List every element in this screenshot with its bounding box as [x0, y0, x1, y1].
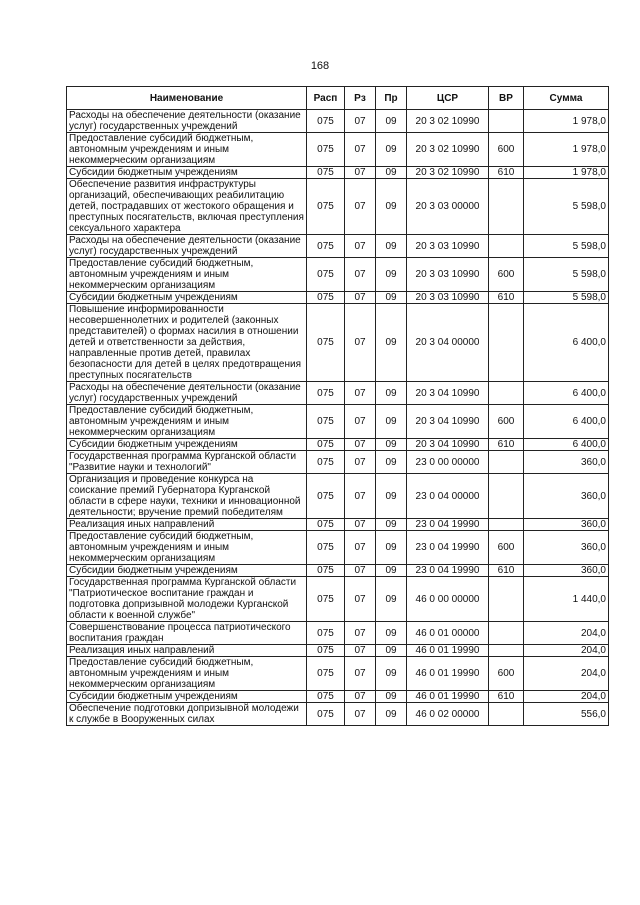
header-csr: ЦСР — [407, 87, 489, 110]
table-row — [67, 519, 609, 531]
cell-rasp: 075 — [307, 577, 345, 622]
cell-name: Совершенствование процесса патриотического воспитания граждан — [67, 622, 307, 645]
cell-rasp: 075 — [307, 519, 345, 531]
cell-pr: 09 — [376, 167, 407, 179]
cell-pr: 09 — [376, 133, 407, 167]
cell-sum: 204,0 — [524, 691, 609, 703]
cell-pr: 09 — [376, 110, 407, 133]
table-row — [67, 451, 609, 474]
cell-vr — [489, 474, 524, 519]
cell-csr: 20 3 04 10990 — [407, 405, 489, 439]
budget-table — [66, 86, 609, 726]
table-row — [67, 645, 609, 657]
cell-rasp: 075 — [307, 703, 345, 726]
cell-pr: 09 — [376, 519, 407, 531]
cell-pr: 09 — [376, 304, 407, 382]
cell-rz: 07 — [345, 258, 376, 292]
header-pr: Пр — [376, 87, 407, 110]
cell-vr: 600 — [489, 657, 524, 691]
cell-csr: 23 0 00 00000 — [407, 451, 489, 474]
cell-pr: 09 — [376, 258, 407, 292]
cell-name: Субсидии бюджетным учреждениям — [67, 292, 307, 304]
cell-sum: 5 598,0 — [524, 179, 609, 235]
cell-name: Реализация иных направлений — [67, 519, 307, 531]
cell-rasp: 075 — [307, 110, 345, 133]
cell-vr — [489, 645, 524, 657]
cell-vr — [489, 382, 524, 405]
header-vr: ВР — [489, 87, 524, 110]
table-row — [67, 565, 609, 577]
cell-rasp: 075 — [307, 691, 345, 703]
cell-csr: 20 3 04 10990 — [407, 382, 489, 405]
cell-rasp: 075 — [307, 657, 345, 691]
cell-rasp: 075 — [307, 382, 345, 405]
cell-csr: 46 0 02 00000 — [407, 703, 489, 726]
cell-csr: 46 0 01 19990 — [407, 657, 489, 691]
cell-name: Расходы на обеспечение деятельности (оказание услуг) государственных учреждений — [67, 382, 307, 405]
cell-name: Расходы на обеспечение деятельности (оказание услуг) государственных учреждений — [67, 235, 307, 258]
cell-pr: 09 — [376, 577, 407, 622]
cell-pr: 09 — [376, 531, 407, 565]
table-row — [67, 179, 609, 235]
cell-rz: 07 — [345, 577, 376, 622]
cell-rz: 07 — [345, 474, 376, 519]
table-header-row — [67, 87, 609, 110]
cell-rasp: 075 — [307, 622, 345, 645]
cell-rasp: 075 — [307, 439, 345, 451]
cell-csr: 20 3 02 10990 — [407, 133, 489, 167]
cell-name: Предоставление субсидий бюджетным, автономным учреждениям и иным некоммерческим организациям — [67, 258, 307, 292]
table-row — [67, 474, 609, 519]
cell-sum: 5 598,0 — [524, 258, 609, 292]
cell-vr — [489, 622, 524, 645]
cell-name: Предоставление субсидий бюджетным, автономным учреждениям и иным некоммерческим организациям — [67, 531, 307, 565]
cell-vr — [489, 519, 524, 531]
cell-csr: 23 0 04 19990 — [407, 531, 489, 565]
cell-rasp: 075 — [307, 304, 345, 382]
cell-name: Субсидии бюджетным учреждениям — [67, 167, 307, 179]
cell-pr: 09 — [376, 382, 407, 405]
cell-name: Реализация иных направлений — [67, 645, 307, 657]
cell-rz: 07 — [345, 304, 376, 382]
cell-rz: 07 — [345, 382, 376, 405]
cell-rasp: 075 — [307, 565, 345, 577]
cell-pr: 09 — [376, 622, 407, 645]
cell-name: Субсидии бюджетным учреждениям — [67, 565, 307, 577]
cell-name: Субсидии бюджетным учреждениям — [67, 439, 307, 451]
cell-rz: 07 — [345, 622, 376, 645]
cell-csr: 20 3 03 10990 — [407, 235, 489, 258]
cell-csr: 20 3 02 10990 — [407, 167, 489, 179]
table-row — [67, 382, 609, 405]
cell-rasp: 075 — [307, 474, 345, 519]
table-row — [67, 577, 609, 622]
cell-rz: 07 — [345, 703, 376, 726]
cell-rz: 07 — [345, 167, 376, 179]
cell-sum: 556,0 — [524, 703, 609, 726]
table-row — [67, 292, 609, 304]
cell-pr: 09 — [376, 405, 407, 439]
cell-name: Обеспечение подготовки допризывной молодежи к службе в Вооруженных силах — [67, 703, 307, 726]
cell-csr: 23 0 04 19990 — [407, 519, 489, 531]
cell-rasp: 075 — [307, 405, 345, 439]
cell-name: Расходы на обеспечение деятельности (оказание услуг) государственных учреждений — [67, 110, 307, 133]
cell-pr: 09 — [376, 657, 407, 691]
table-row — [67, 531, 609, 565]
cell-rasp: 075 — [307, 292, 345, 304]
cell-pr: 09 — [376, 451, 407, 474]
cell-csr: 46 0 01 19990 — [407, 645, 489, 657]
cell-sum: 1 978,0 — [524, 167, 609, 179]
cell-vr: 600 — [489, 405, 524, 439]
cell-rz: 07 — [345, 292, 376, 304]
cell-rz: 07 — [345, 235, 376, 258]
cell-sum: 204,0 — [524, 657, 609, 691]
cell-csr: 20 3 02 10990 — [407, 110, 489, 133]
cell-rz: 07 — [345, 179, 376, 235]
cell-name: Предоставление субсидий бюджетным, автономным учреждениям и иным некоммерческим организациям — [67, 657, 307, 691]
table-row — [67, 657, 609, 691]
table-row — [67, 405, 609, 439]
cell-rz: 07 — [345, 565, 376, 577]
cell-pr: 09 — [376, 292, 407, 304]
cell-rasp: 075 — [307, 258, 345, 292]
cell-rz: 07 — [345, 691, 376, 703]
cell-rasp: 075 — [307, 235, 345, 258]
cell-vr: 610 — [489, 167, 524, 179]
cell-csr: 46 0 01 00000 — [407, 622, 489, 645]
cell-csr: 20 3 03 10990 — [407, 258, 489, 292]
cell-name: Повышение информированности несовершеннолетних и родителей (законных представителей) о формах насилия в отношении детей и ответственности за действия, направленные против детей, правилах безопасности для детей в целях предотвращения преступных посягательств — [67, 304, 307, 382]
cell-vr — [489, 179, 524, 235]
cell-sum: 6 400,0 — [524, 304, 609, 382]
page-number: 168 — [310, 60, 330, 72]
table-row — [67, 691, 609, 703]
cell-pr: 09 — [376, 565, 407, 577]
cell-pr: 09 — [376, 703, 407, 726]
cell-sum: 5 598,0 — [524, 292, 609, 304]
cell-sum: 360,0 — [524, 519, 609, 531]
cell-csr: 23 0 04 19990 — [407, 565, 489, 577]
header-rasp: Расп — [307, 87, 345, 110]
cell-csr: 46 0 00 00000 — [407, 577, 489, 622]
cell-rz: 07 — [345, 439, 376, 451]
cell-sum: 1 978,0 — [524, 133, 609, 167]
cell-sum: 6 400,0 — [524, 405, 609, 439]
cell-name: Субсидии бюджетным учреждениям — [67, 691, 307, 703]
cell-rz: 07 — [345, 645, 376, 657]
cell-name: Обеспечение развития инфраструктуры организаций, обеспечивающих реабилитацию детей, пострадавших от жестокого обращения и преступных посягательств, включая преступления сексуального характера — [67, 179, 307, 235]
cell-csr: 20 3 03 00000 — [407, 179, 489, 235]
cell-vr — [489, 451, 524, 474]
cell-vr: 610 — [489, 292, 524, 304]
cell-name: Предоставление субсидий бюджетным, автономным учреждениям и иным некоммерческим организациям — [67, 405, 307, 439]
table-row — [67, 235, 609, 258]
cell-sum: 360,0 — [524, 565, 609, 577]
table-row — [67, 622, 609, 645]
cell-vr — [489, 110, 524, 133]
table-row — [67, 703, 609, 726]
cell-name: Государственная программа Курганской области "Патриотическое воспитание граждан и подготовка допризывной молодежи Курганской области к военной службе" — [67, 577, 307, 622]
cell-pr: 09 — [376, 179, 407, 235]
cell-rasp: 075 — [307, 451, 345, 474]
cell-name: Организация и проведение конкурса на соискание премий Губернатора Курганской области в сфере науки, техники и инновационной деятельности; вручение премий победителям — [67, 474, 307, 519]
cell-sum: 360,0 — [524, 531, 609, 565]
cell-rz: 07 — [345, 405, 376, 439]
cell-rasp: 075 — [307, 133, 345, 167]
cell-rasp: 075 — [307, 645, 345, 657]
cell-name: Государственная программа Курганской области "Развитие науки и технологий" — [67, 451, 307, 474]
cell-rz: 07 — [345, 451, 376, 474]
header-rz: Рз — [345, 87, 376, 110]
cell-csr: 23 0 04 00000 — [407, 474, 489, 519]
cell-vr — [489, 304, 524, 382]
table-row — [67, 304, 609, 382]
cell-rz: 07 — [345, 110, 376, 133]
cell-rz: 07 — [345, 657, 376, 691]
cell-vr: 600 — [489, 133, 524, 167]
cell-csr: 20 3 04 10990 — [407, 439, 489, 451]
cell-rasp: 075 — [307, 179, 345, 235]
cell-pr: 09 — [376, 691, 407, 703]
cell-vr: 610 — [489, 691, 524, 703]
cell-vr — [489, 235, 524, 258]
cell-rz: 07 — [345, 519, 376, 531]
cell-sum: 1 440,0 — [524, 577, 609, 622]
cell-sum: 5 598,0 — [524, 235, 609, 258]
cell-rasp: 075 — [307, 167, 345, 179]
cell-vr: 610 — [489, 439, 524, 451]
cell-vr — [489, 703, 524, 726]
cell-sum: 6 400,0 — [524, 439, 609, 451]
cell-pr: 09 — [376, 645, 407, 657]
cell-pr: 09 — [376, 439, 407, 451]
cell-vr: 600 — [489, 258, 524, 292]
table-row — [67, 439, 609, 451]
cell-sum: 6 400,0 — [524, 382, 609, 405]
table-row — [67, 133, 609, 167]
cell-csr: 20 3 04 00000 — [407, 304, 489, 382]
cell-csr: 20 3 03 10990 — [407, 292, 489, 304]
cell-vr: 610 — [489, 565, 524, 577]
table-row — [67, 110, 609, 133]
header-sum: Сумма — [524, 87, 609, 110]
cell-vr — [489, 577, 524, 622]
cell-sum: 204,0 — [524, 622, 609, 645]
cell-csr: 46 0 01 19990 — [407, 691, 489, 703]
cell-vr: 600 — [489, 531, 524, 565]
cell-pr: 09 — [376, 235, 407, 258]
cell-rasp: 075 — [307, 531, 345, 565]
cell-sum: 360,0 — [524, 451, 609, 474]
cell-sum: 204,0 — [524, 645, 609, 657]
header-name: Наименование — [67, 87, 307, 110]
cell-sum: 1 978,0 — [524, 110, 609, 133]
cell-rz: 07 — [345, 133, 376, 167]
table-row — [67, 167, 609, 179]
cell-name: Предоставление субсидий бюджетным, автономным учреждениям и иным некоммерческим организациям — [67, 133, 307, 167]
table-row — [67, 258, 609, 292]
cell-rz: 07 — [345, 531, 376, 565]
cell-pr: 09 — [376, 474, 407, 519]
cell-sum: 360,0 — [524, 474, 609, 519]
